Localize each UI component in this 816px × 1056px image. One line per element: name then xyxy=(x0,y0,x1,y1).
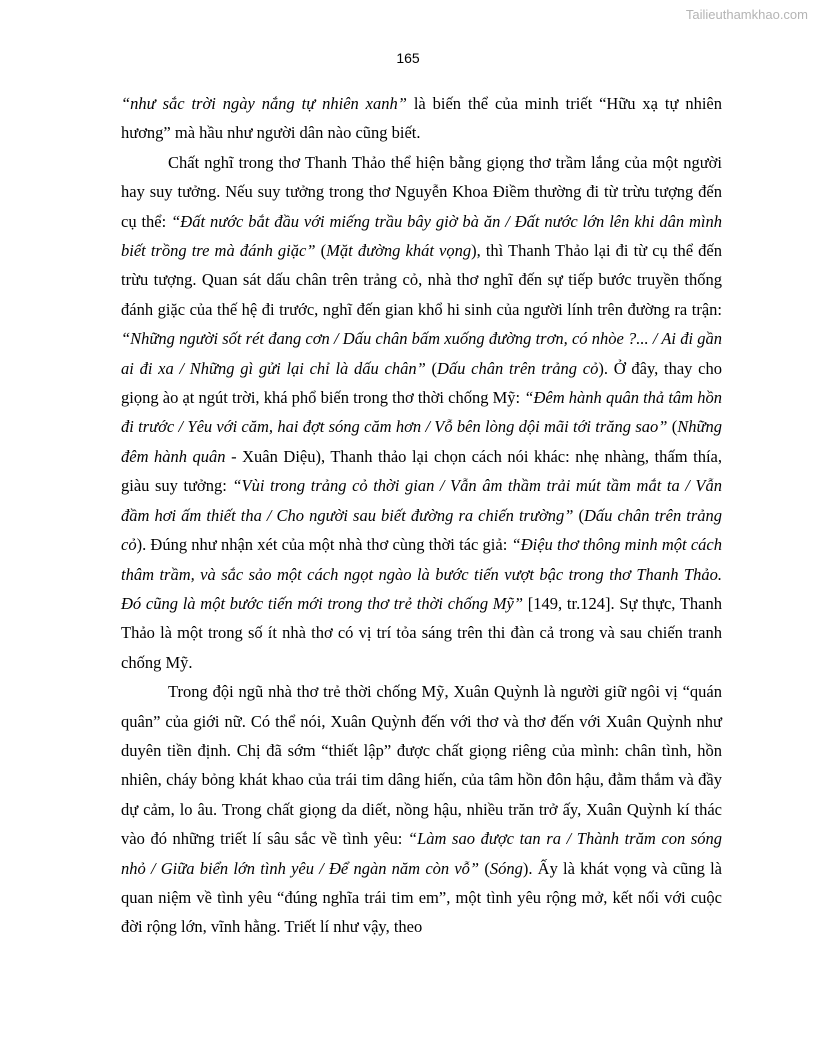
italic-text: Dấu chân trên trảng cỏ xyxy=(437,358,599,378)
text-run: [149, tr.124]. Sự thực, Thanh Thảo là một trong số ít nhà thơ có vị trí tỏa sáng trên thi đàn cả trong và sau chiến tranh chống Mỹ. xyxy=(121,593,723,672)
italic-text: “Đêm hành quân thả tâm hồn đi trước / Yêu với căm, hai đợt sóng căm hơn / Vỗ bên lòng dội mãi tới trăng sao” xyxy=(121,388,722,437)
text-run: ( xyxy=(315,241,327,261)
text-run: ( xyxy=(425,358,438,378)
text-run: ). Ấy là khát vọng và cũng là quan niệm về tình yêu “đúng nghĩa trái tim em”, một tình yêu rộng mở, kết nối với cuộc đời rộng lớn, vĩnh hằng. Triết lí như vậy, theo xyxy=(121,858,722,937)
italic-text: Những đêm hành quân xyxy=(121,417,722,466)
paragraph xyxy=(121,148,722,677)
italic-text: “Đất nước bắt đầu với miếng trầu bây giờ bà ăn / Đất nước lớn lên khi dân mình biết trồng tre mà đánh giặc” xyxy=(121,211,722,261)
text-run: - Xuân Diệu), Thanh thảo lại chọn cách nói khác: nhẹ nhàng, thấm thía, giàu suy tưởng: xyxy=(121,446,722,496)
text-run: ( xyxy=(667,417,678,437)
italic-text: Mặt đường khát vọng xyxy=(326,241,472,261)
italic-text: Sóng xyxy=(489,858,523,878)
italic-text: “Vùi trong trảng cỏ thời gian / Vẫn âm thầm trải mút tầm mắt ta / Vẫn đầm hơi ấm thiết tha / Cho người sau biết đường ra chiến trường” xyxy=(121,476,722,525)
text-run: ), thì Thanh Thảo lại đi từ cụ thể đến trừu tượng. Quan sát dấu chân trên trảng cỏ, nhà thơ nghĩ đến sự tiếp bước truyền thống đánh giặc của thế hệ đi trước, nghĩ đến gian khổ hi sinh của người lính trên đường ra trận: xyxy=(121,241,722,319)
italic-text: Dấu chân trên trảng cỏ xyxy=(121,505,723,555)
paragraph xyxy=(121,89,722,148)
text-run: ( xyxy=(573,505,585,525)
italic-text: “Điệu thơ thông minh một cách thâm trầm, và sắc sảo một cách ngọt ngào là bước tiến vượt bậc trong thơ Thanh Thảo. Đó cũng là một bước tiến mới trong thơ trẻ thời chống Mỹ” xyxy=(121,535,722,613)
italic-text: “Những người sốt rét đang cơn / Dấu chân bấm xuống đường trơn, có nhòe ?... / Ai đi gần ai đi xa / Những gì gửi lại chỉ là dấu chân” xyxy=(121,329,722,378)
italic-text: “Làm sao được tan ra / Thành trăm con sóng nhỏ / Giữa biển lớn tình yêu / Để ngàn năm còn vỗ” xyxy=(121,829,722,878)
paragraph xyxy=(121,677,722,942)
body-text xyxy=(121,89,722,942)
text-run: là biến thể của minh triết “Hữu xạ tự nhiên hương” mà hầu như người dân nào cũng biết. xyxy=(121,94,722,143)
text-run: ). Đúng như nhận xét của một nhà thơ cùng thời tác giả: xyxy=(136,535,512,555)
text-run: ). Ở đây, thay cho giọng ào ạt ngút trời, khá phổ biến trong thơ thời chống Mỹ: xyxy=(121,358,722,408)
text-run: Chất nghĩ trong thơ Thanh Thảo thể hiện bằng giọng thơ trầm lắng của một người hay suy tưởng. Nếu suy tưởng trong thơ Nguyễn Khoa Điềm thường đi từ trừu tượng đến cụ thể: xyxy=(121,152,722,231)
text-run: Trong đội ngũ nhà thơ trẻ thời chống Mỹ, Xuân Quỳnh là người giữ ngôi vị “quán quân” của giới nữ. Có thể nói, Xuân Quỳnh đến với thơ và thơ đến với Xuân Quỳnh như duyên tiền định. Chị đã sớm “thiết lập” được chất giọng riêng của mình: chân tình, hồn nhiên, cháy bỏng khát khao của trái tim dâng hiến, của tâm hồn đôn hậu, đằm thắm và đầy dự cảm, lo âu. Trong chất giọng da diết, nồng hậu, nhiều trăn trở ấy, Xuân Quỳnh kí thác vào đó những triết lí sâu sắc về tình yêu: xyxy=(121,682,722,849)
text-run: ( xyxy=(479,858,490,878)
page-number: 165 xyxy=(396,50,420,66)
watermark: Tailieuthamkhao.com xyxy=(685,7,808,22)
italic-text: “như sắc trời ngày nắng tự nhiên xanh” xyxy=(121,94,407,113)
